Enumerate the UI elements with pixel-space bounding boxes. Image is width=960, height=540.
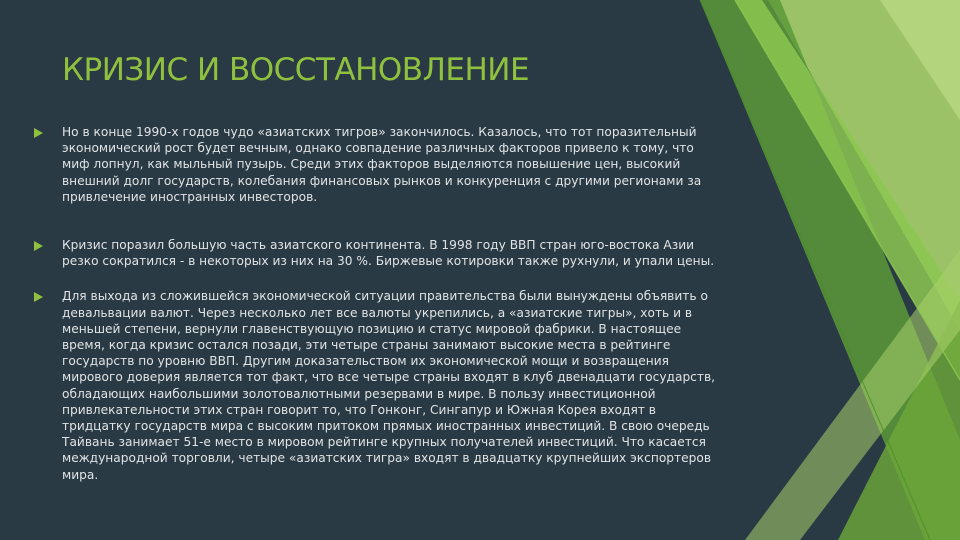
bullet-item [34, 124, 724, 205]
bullet-item [34, 237, 724, 269]
slide-title: КРИЗИС И ВОССТАНОВЛЕНИЕ [62, 52, 530, 88]
bullet-text: Но в конце 1990-х годов чудо «азиатских тигров» закончилось. Казалось, что тот поразительный экономический рост будет вечным, однако совпадение различных факторов привело к тому, что миф лопнул, как мыльный пузырь. Среди этих факторов выделяются повышение цен, высокий внешний долг государств, колебания финансовых рынков и конкуренция с другими регионами за привлечение иностранных инвесторов. [62, 125, 702, 204]
bullet-arrow-icon [34, 241, 43, 251]
bullet-arrow-icon [34, 292, 43, 302]
bullet-text: Кризис поразил большую часть азиатского континента. В 1998 году ВВП стран юго-востока Азии резко сократился - в некоторых из них на 30 %. Биржевые котировки также рухнули, и упали цены. [62, 238, 715, 269]
bullet-item [34, 288, 724, 482]
bullet-list [34, 124, 724, 515]
bullet-text: Для выхода из сложившейся экономической ситуации правительства были вынуждены объявить о девальвации валют. Через несколько лет все валюты укрепились, а «азиатские тигры», хоть и в меньшей степени, вернули главенствующую позицию и статус мировой фабрики. В настоящее время, когда кризис остался позади, эти четыре страны занимают высокие места в рейтинге государств по уровню ВВП. Другим доказательством их экономической мощи и возвращения мирового доверия является тот факт, что все четыре страны входят в клуб двенадцати государств, обладающих наибольшими золотовалютными резервами в мире. В пользу инвестиционной привлекательности этих стран говорит то, что Гонконг, Сингапур и Южная Корея входят в тридцатку государств мира с высоким притоком прямых иностранных инвестиций. В свою очередь Тайвань занимает 51-е место в мировом рейтинге крупных получателей инвестиций. Что касается международной торговли, четыре «азиатских тигра» входят в двадцатку крупнейших экспортеров мира. [62, 289, 716, 482]
bullet-arrow-icon [34, 128, 43, 138]
